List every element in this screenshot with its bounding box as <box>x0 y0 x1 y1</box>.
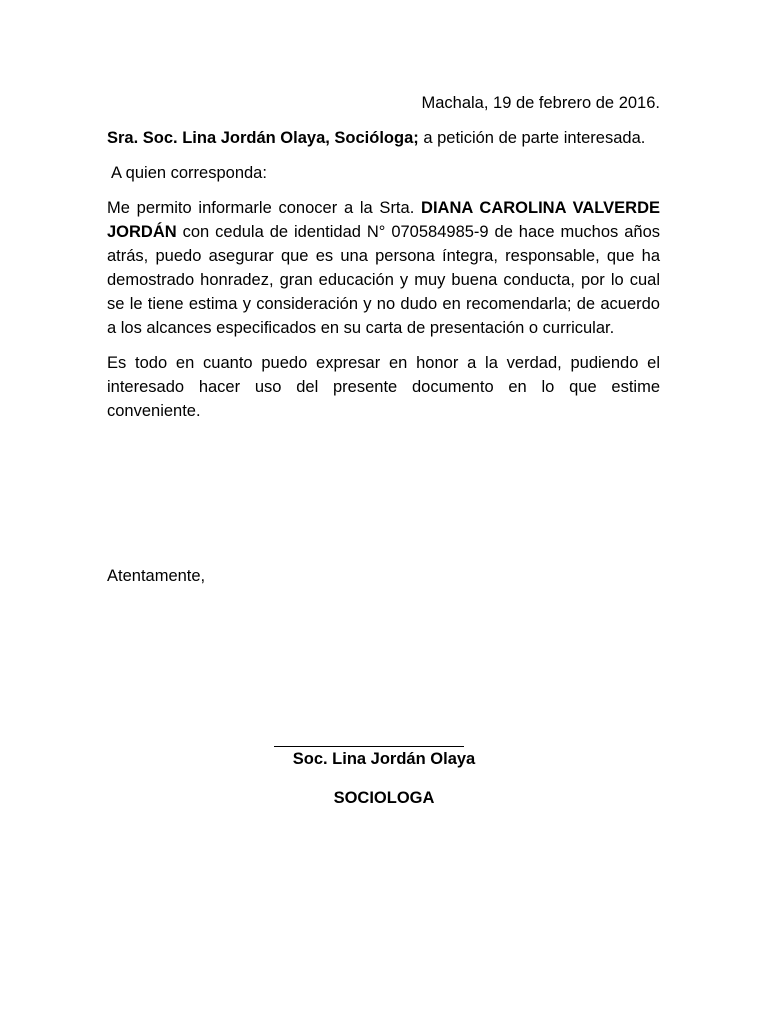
referred-person-name: DIANA CAROLINA VALVERDE JORDÁN <box>107 199 661 241</box>
body-paragraph-1 <box>107 196 660 340</box>
letter-date: Machala, 19 de febrero de 2016. <box>421 94 660 112</box>
recipient-name: Sra. Soc. Lina Jordán Olaya, Socióloga; <box>107 129 419 147</box>
recipient-line <box>107 126 660 150</box>
recipient-note: a petición de parte interesada. <box>418 129 646 147</box>
body1-intro: Me permito informarle conocer a la Srta. <box>107 199 422 217</box>
body-paragraph-2: Es todo en cuanto puedo expresar en honor a la verdad, pudiendo el interesado hacer uso del presente documento en lo que estime conveniente. <box>107 354 660 420</box>
body1-text: con cedula de identidad N° 070584985-9 de hace muchos años atrás, puedo asegurar que es una persona íntegra, responsable, que ha demostrado honradez, gran educación y muy buena conducta, por lo cual se le tiene estima y consideración y no dudo en recomendarla; de acuerdo a los alcances especificados en su carta de presentación o curricular. <box>107 223 660 337</box>
salutation: A quien corresponda: <box>111 164 267 182</box>
letter-body <box>107 91 660 434</box>
closing: Atentamente, <box>107 567 206 585</box>
signature-name: Soc. Lina Jordán Olaya <box>292 750 476 768</box>
signature-title: SOCIOLOGA <box>333 789 435 807</box>
